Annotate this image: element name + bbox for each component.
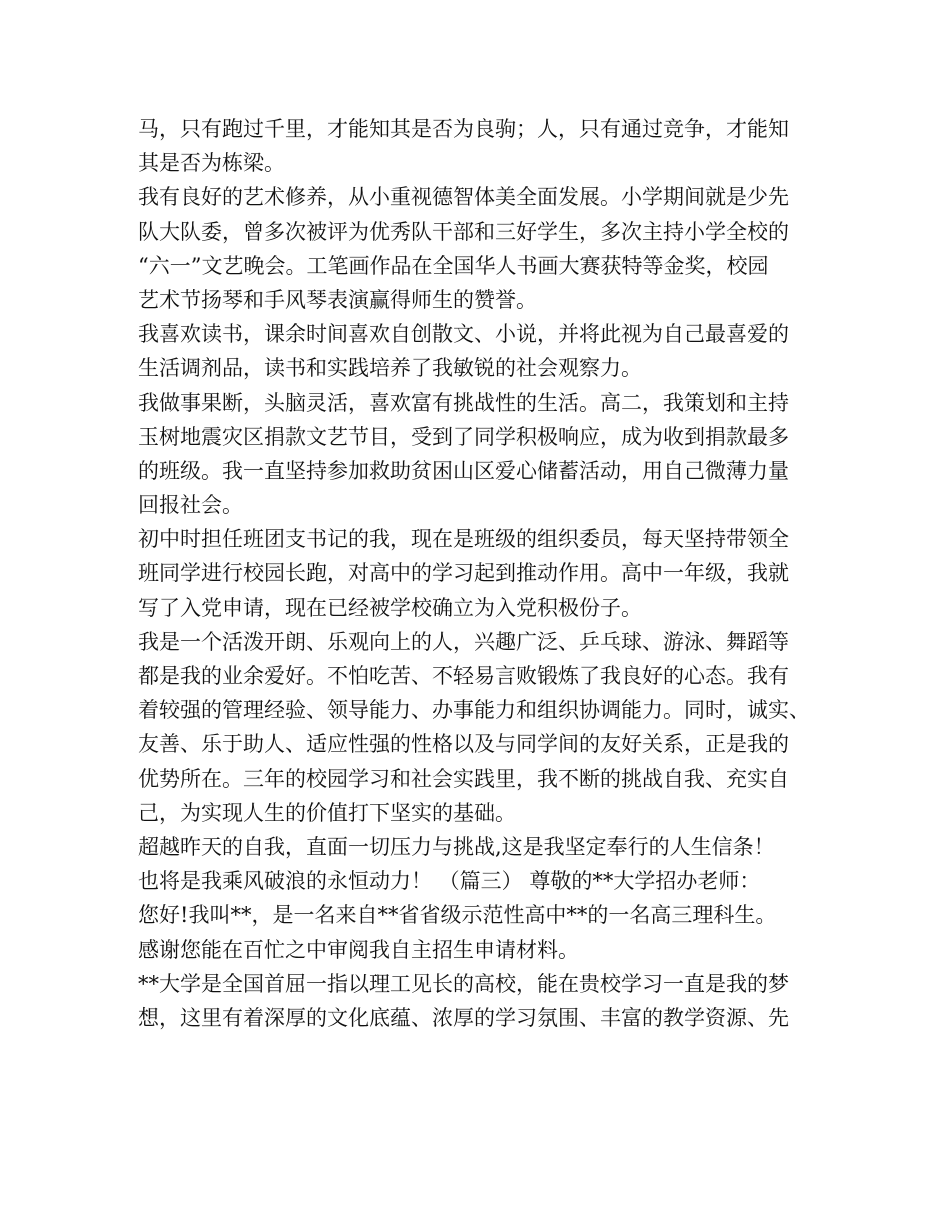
text-line: 己，为实现人生的价值打下坚实的基础。 [138,800,516,825]
text-line: 艺术节扬琴和手风琴表演赢得师生的赞誉。 [138,287,537,312]
document-body [138,112,828,1035]
text-line: 我有良好的艺术修养，从小重视德智体美全面发展。小学期间就是少先 [138,185,789,210]
text-line: 感谢您能在百忙之中审阅我自主招生申请材料。 [138,937,579,962]
text-line: 的班级。我一直坚持参加救助贫困山区爱心储蓄活动，用自己微薄力量 [138,458,789,483]
text-line: 生活调剂品，读书和实践培养了我敏锐的社会观察力。 [138,356,642,381]
text-line: 超越昨天的自我，直面一切压力与挑战,这是我坚定奉行的人生信条！ [138,834,775,859]
text-line: 也将是我乘风破浪的永恒动力！ （篇三） 尊敬的**大学招办老师： [138,869,761,894]
text-line: **大学是全国首屈一指以理工见长的高校，能在贵校学习一直是我的梦 [138,971,789,996]
text-line: 队大队委，曾多次被评为优秀队干部和三好学生，多次主持小学全校的 [138,219,789,244]
text-line: 马，只有跑过千里，才能知其是否为良驹；人，只有通过竞争，才能知 [138,117,789,141]
text-line: “六一”文艺晚会。工笔画作品在全国华人书画大赛获特等金奖，校园 [138,253,769,278]
text-line: 想，这里有着深厚的文化底蕴、浓厚的学习氛围、丰富的教学资源、先 [138,1005,789,1030]
text-line: 优势所在。三年的校园学习和社会实践里，我不断的挑战自我、充实自 [138,766,789,791]
text-line: 都是我的业余爱好。不怕吃苦、不轻易言败锻炼了我良好的心态。我有 [138,664,789,688]
text-line: 我做事果断，头脑灵活，喜欢富有挑战性的生活。高二，我策划和主持 [138,390,789,415]
text-line: 回报社会。 [138,493,243,518]
text-line: 玉树地震灾区捐款文艺节目，受到了同学积极响应，成为收到捐款最多 [138,424,789,449]
text-line: 您好!我叫**，是一名来自**省省级示范性高中**的一名高三理科生。 [138,903,777,928]
text-line: 初中时担任班团支书记的我，现在是班级的组织委员，每天坚持带领全 [138,527,789,552]
text-line: 写了入党申请，现在已经被学校确立为入党积极份子。 [138,595,642,620]
text-line: 友善、乐于助人、适应性强的性格以及与同学间的友好关系，正是我的 [138,732,789,757]
text-line: 班同学进行校园长跑，对高中的学习起到推动作用。高中一年级，我就 [138,561,789,586]
text-line: 着较强的管理经验、领导能力、办事能力和组织协调能力。同时，诚实、 [138,698,810,723]
text-line: 我喜欢读书，课余时间喜欢自创散文、小说，并将此视为自己最喜爱的 [138,322,789,347]
text-line: 其是否为栋梁。 [138,151,285,176]
text-line: 我是一个活泼开朗、乐观向上的人，兴趣广泛、乒乓球、游泳、舞蹈等 [138,629,789,654]
